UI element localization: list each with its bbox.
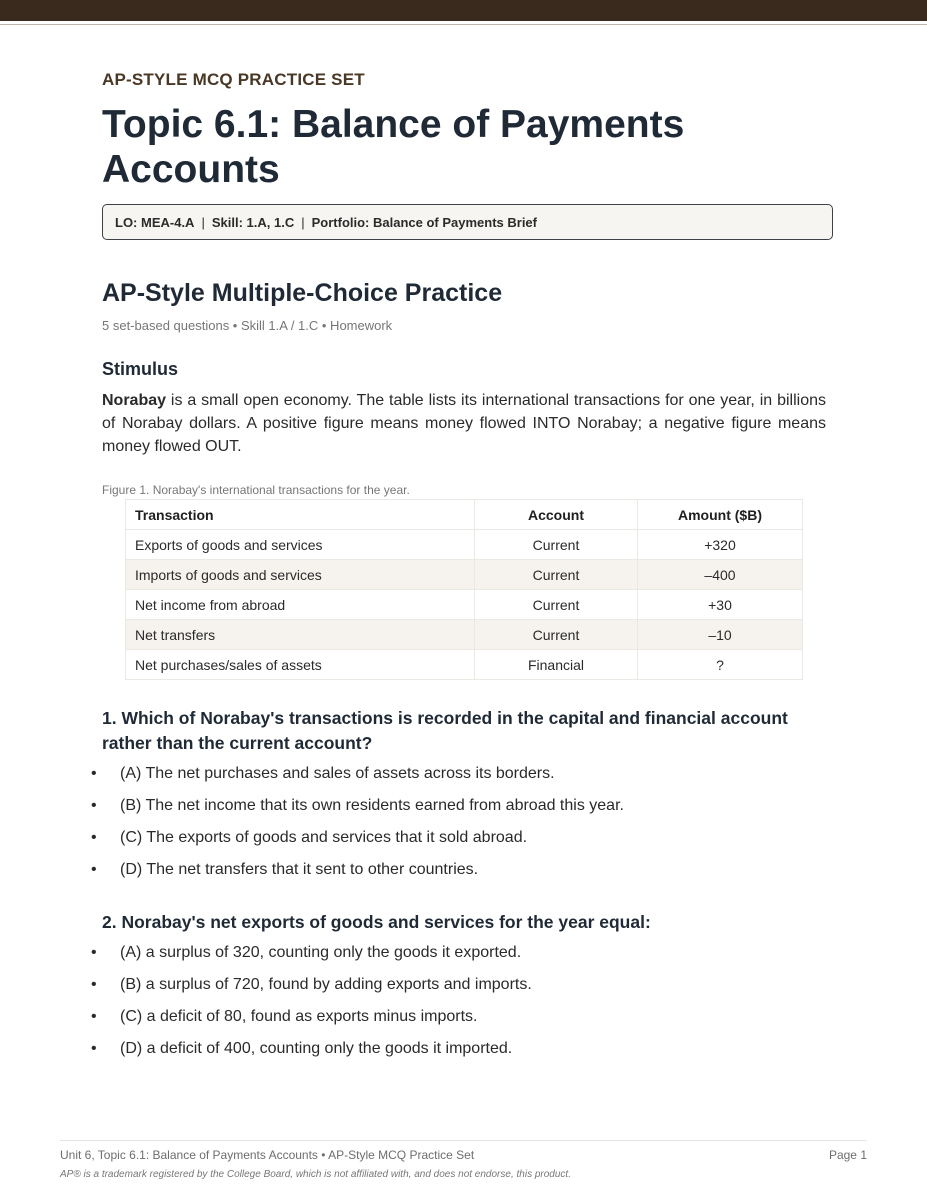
page-number: Page 1 [828,1148,867,1162]
transactions-table [125,499,803,680]
table-row [126,590,803,620]
top-rule [0,24,927,25]
skill-codes: Skill: 1.A, 1.C [211,214,295,230]
question-1-prompt: 1. Which of Norabay's transactions is recorded in the capital and financial account rather than the current account? [102,708,788,753]
trademark-note: AP® is a trademark registered by the College Board, which is not affiliated with, and does not endorse, this product. [60,1169,571,1180]
option-text: (B) a surplus of 720, found by adding exports and imports. [120,976,532,993]
table-row [126,650,803,680]
table-cell: Net transfers [126,620,475,650]
table-cell: Imports of goods and services [126,560,475,590]
document-body [91,70,826,1071]
table-header: Amount ($B) [638,500,803,530]
question-1-options [91,764,826,880]
table-cell: Current [475,620,638,650]
table-cell: Current [475,530,638,560]
section-meta: 5 set-based questions • Skill 1.A / 1.C • Homework [102,318,393,333]
figure-caption: Figure 1. Norabay's international transactions for the year. [102,483,410,497]
page-title-line-2: Accounts [102,148,280,191]
option-text: (A) a surplus of 320, counting only the goods it exported. [120,944,522,961]
answer-option[interactable] [91,764,826,784]
page-title [102,102,826,192]
page-title-line-1: Topic 6.1: Balance of Payments [102,103,685,146]
table-cell: Financial [475,650,638,680]
table-cell: Net purchases/sales of assets [126,650,475,680]
stimulus-subject: Norabay [102,392,167,409]
answer-option[interactable] [91,1007,826,1027]
table-cell: +30 [638,590,803,620]
bullet-icon: • [91,944,97,961]
bullet-icon: • [91,1040,97,1057]
bullet-icon: • [91,861,97,878]
table-cell: ? [638,650,803,680]
option-text: (D) a deficit of 400, counting only the goods it imported. [120,1040,513,1057]
footer-source: Unit 6, Topic 6.1: Balance of Payments Accounts • AP-Style MCQ Practice Set [60,1148,475,1162]
table-cell: Exports of goods and services [126,530,475,560]
table-cell: +320 [638,530,803,560]
table-header: Account [475,500,638,530]
table-header-row [126,500,803,530]
portfolio-label: Portfolio: Balance of Payments Brief [311,214,537,230]
bullet-icon: • [91,797,97,814]
stimulus-heading: Stimulus [102,359,179,379]
answer-option[interactable] [91,828,826,848]
question-2-options [91,943,826,1059]
separator: | [301,214,305,230]
table-cell: Current [475,590,638,620]
bullet-icon: • [91,829,97,846]
stimulus-body: is a small open economy. The table lists its international transactions for one year, in billions of Norabay dollars. A positive figure means money flowed INTO Norabay; a negative figure means money flowed OUT. [102,392,826,455]
top-bar [0,0,927,21]
section-title: AP-Style Multiple-Choice Practice [102,279,503,307]
answer-option[interactable] [91,860,826,880]
page-footer [60,1140,867,1180]
eyebrow-label: AP-STYLE MCQ PRACTICE SET [102,70,365,89]
table-row [126,560,803,590]
learning-objective-box [102,204,833,240]
option-text: (C) a deficit of 80, found as exports minus imports. [120,1008,478,1025]
footer-row [60,1148,867,1162]
bullet-icon: • [91,1008,97,1025]
table-cell: –10 [638,620,803,650]
table-cell: –400 [638,560,803,590]
option-text: (C) The exports of goods and services that it sold abroad. [120,829,528,846]
table-cell: Current [475,560,638,590]
option-text: (A) The net purchases and sales of assets across its borders. [120,765,555,782]
table-row [126,530,803,560]
answer-option[interactable] [91,796,826,816]
separator: | [201,214,205,230]
stimulus-text [102,389,826,458]
answer-option[interactable] [91,975,826,995]
answer-option[interactable] [91,1039,826,1059]
answer-option[interactable] [91,943,826,963]
option-text: (B) The net income that its own residents earned from abroad this year. [120,797,624,814]
table-header: Transaction [126,500,475,530]
option-text: (D) The net transfers that it sent to other countries. [120,861,479,878]
question-2-prompt: 2. Norabay's net exports of goods and services for the year equal: [102,912,651,932]
table-row [126,620,803,650]
bullet-icon: • [91,976,97,993]
table-cell: Net income from abroad [126,590,475,620]
bullet-icon: • [91,765,97,782]
lo-code: LO: MEA-4.A [115,214,195,230]
